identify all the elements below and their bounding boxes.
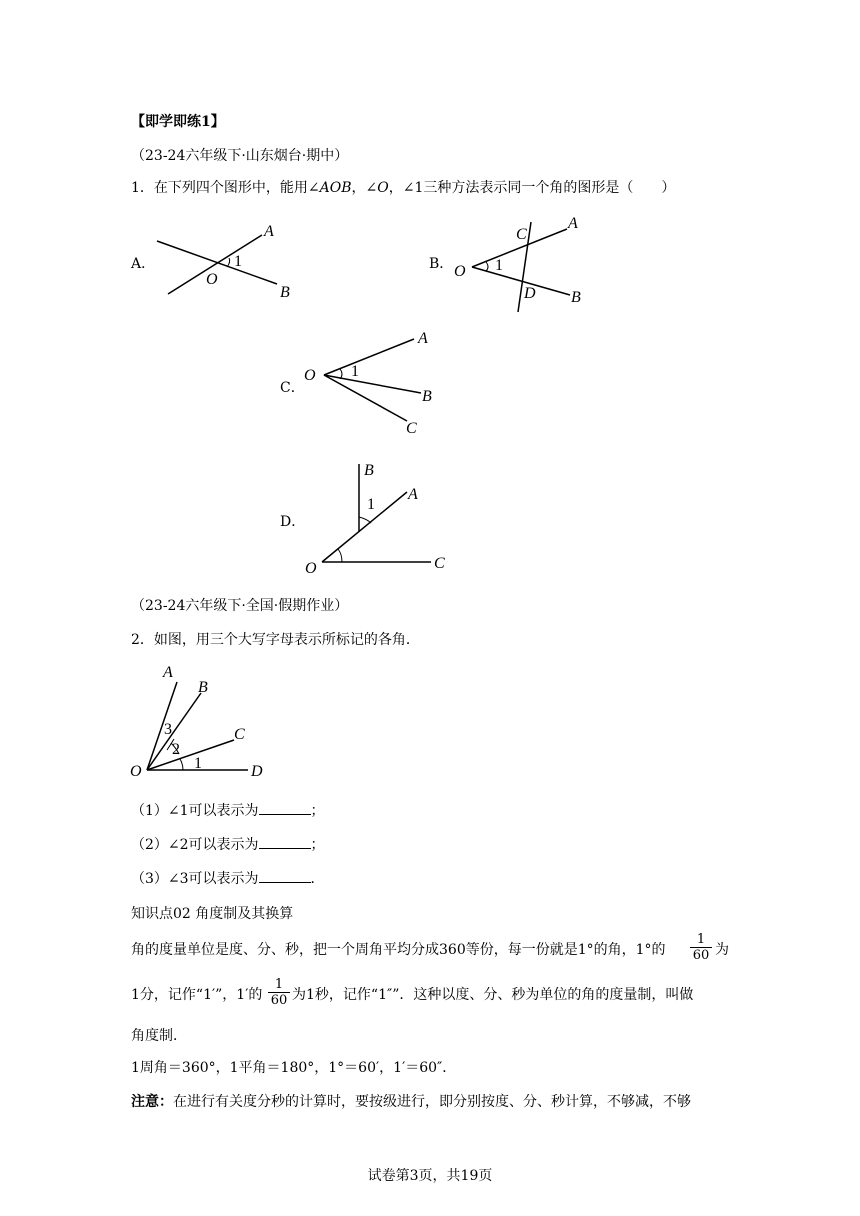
point-label: C [406, 420, 417, 437]
angle-number: 1 [495, 257, 503, 274]
q1-stem-angle-o: ∠O [365, 180, 389, 196]
point-label: A [163, 664, 173, 681]
point-label: O [305, 560, 317, 577]
q2-part-prefix: （2）∠2可以表示为 [131, 837, 259, 853]
fraction-numerator: 1 [268, 977, 290, 993]
fraction-one-sixtieth [690, 932, 712, 963]
option-d-label: D． [280, 514, 306, 530]
angle-number: 1 [367, 496, 375, 513]
fraction-one-sixtieth [268, 977, 290, 1008]
option-a-figure [150, 220, 310, 310]
q2-part-suffix: ； [310, 803, 325, 819]
option-b-figure [450, 210, 600, 320]
angle-number: 1 [351, 363, 359, 380]
q2-part-prefix: （3）∠3可以表示为 [131, 871, 259, 887]
q1-stem-angle-aob: ∠AOB [307, 180, 352, 196]
point-label: C [516, 226, 527, 243]
point-label: D [524, 285, 536, 302]
knowledge-p4: 1周角＝360°，1平角＝180°，1°＝60′，1′＝60″． [131, 1060, 457, 1076]
knowledge-p2-a: 1分，记作“1′”，1′的 [131, 987, 263, 1003]
knowledge-note [131, 1092, 691, 1112]
q1-stem [131, 178, 675, 198]
option-c-figure [300, 325, 460, 440]
fraction-denominator: 60 [692, 948, 710, 963]
fraction-numerator: 1 [690, 932, 712, 948]
point-label: O [130, 763, 142, 780]
q1-stem-part: ， [351, 180, 366, 196]
point-label: A [568, 215, 578, 232]
option-a-label: A． [131, 256, 156, 272]
q2-part-1 [131, 800, 325, 821]
section-title: 【即学即练1】 [131, 114, 225, 130]
option-c-label: C． [280, 380, 305, 396]
q2-part-2 [131, 834, 325, 855]
note-text: 在进行有关度分秒的计算时，要按级进行，即分别按度、分、秒计算，不够减，不够 [173, 1094, 691, 1110]
angle-number: 1 [194, 755, 202, 772]
point-label: C [234, 726, 245, 743]
knowledge-p1-b: 为 [715, 942, 729, 958]
q2-source: （23-24六年级下·全国·假期作业） [131, 598, 349, 614]
q2-part-suffix: ． [310, 871, 325, 887]
point-label: O [206, 271, 218, 288]
q1-stem-part: ，∠1三种方法表示同一个角的图形是（ ） [388, 180, 676, 196]
point-label: B [364, 462, 374, 479]
q2-part-suffix: ； [310, 837, 325, 853]
point-label: O [304, 367, 316, 384]
angle-number: 3 [164, 721, 172, 738]
q1-stem-part: 1．在下列四个图形中，能用 [131, 180, 308, 196]
answer-blank[interactable] [259, 834, 311, 849]
answer-blank[interactable] [259, 868, 311, 883]
knowledge-heading: 知识点02 角度制及其换算 [131, 906, 294, 922]
angle-number: 1 [234, 253, 242, 270]
q1-source: （23-24六年级下·山东烟台·期中） [131, 148, 349, 164]
point-label: D [251, 763, 263, 780]
option-b-label: B． [429, 256, 454, 272]
point-label: C [434, 555, 445, 572]
point-label: B [198, 679, 208, 696]
fraction-denominator: 60 [270, 993, 288, 1008]
point-label: B [571, 289, 581, 306]
knowledge-p3: 角度制． [131, 1028, 187, 1044]
q2-stem: 2．如图，用三个大写字母表示所标记的各角． [131, 632, 420, 648]
point-label: A [418, 330, 428, 347]
point-label: B [280, 284, 290, 301]
answer-blank[interactable] [259, 800, 311, 815]
q2-part-prefix: （1）∠1可以表示为 [131, 803, 259, 819]
point-label: B [422, 388, 432, 405]
angle-number: 2 [172, 741, 180, 758]
point-label: O [454, 263, 466, 280]
page-footer: 试卷第3页，共19页 [367, 1168, 493, 1184]
note-label: 注意： [131, 1094, 173, 1110]
q2-figure [125, 660, 285, 785]
point-label: A [264, 223, 274, 240]
knowledge-p2-b: 为1秒，记作“1″”．这种以度、分、秒为单位的角的度量制，叫做 [292, 987, 694, 1003]
q2-part-3 [131, 868, 325, 889]
point-label: A [408, 486, 418, 503]
option-d-figure [300, 455, 460, 580]
knowledge-p1-a: 角的度量单位是度、分、秒，把一个周角平均分成360等份，每一份就是1°的角，1°的 [131, 942, 666, 958]
